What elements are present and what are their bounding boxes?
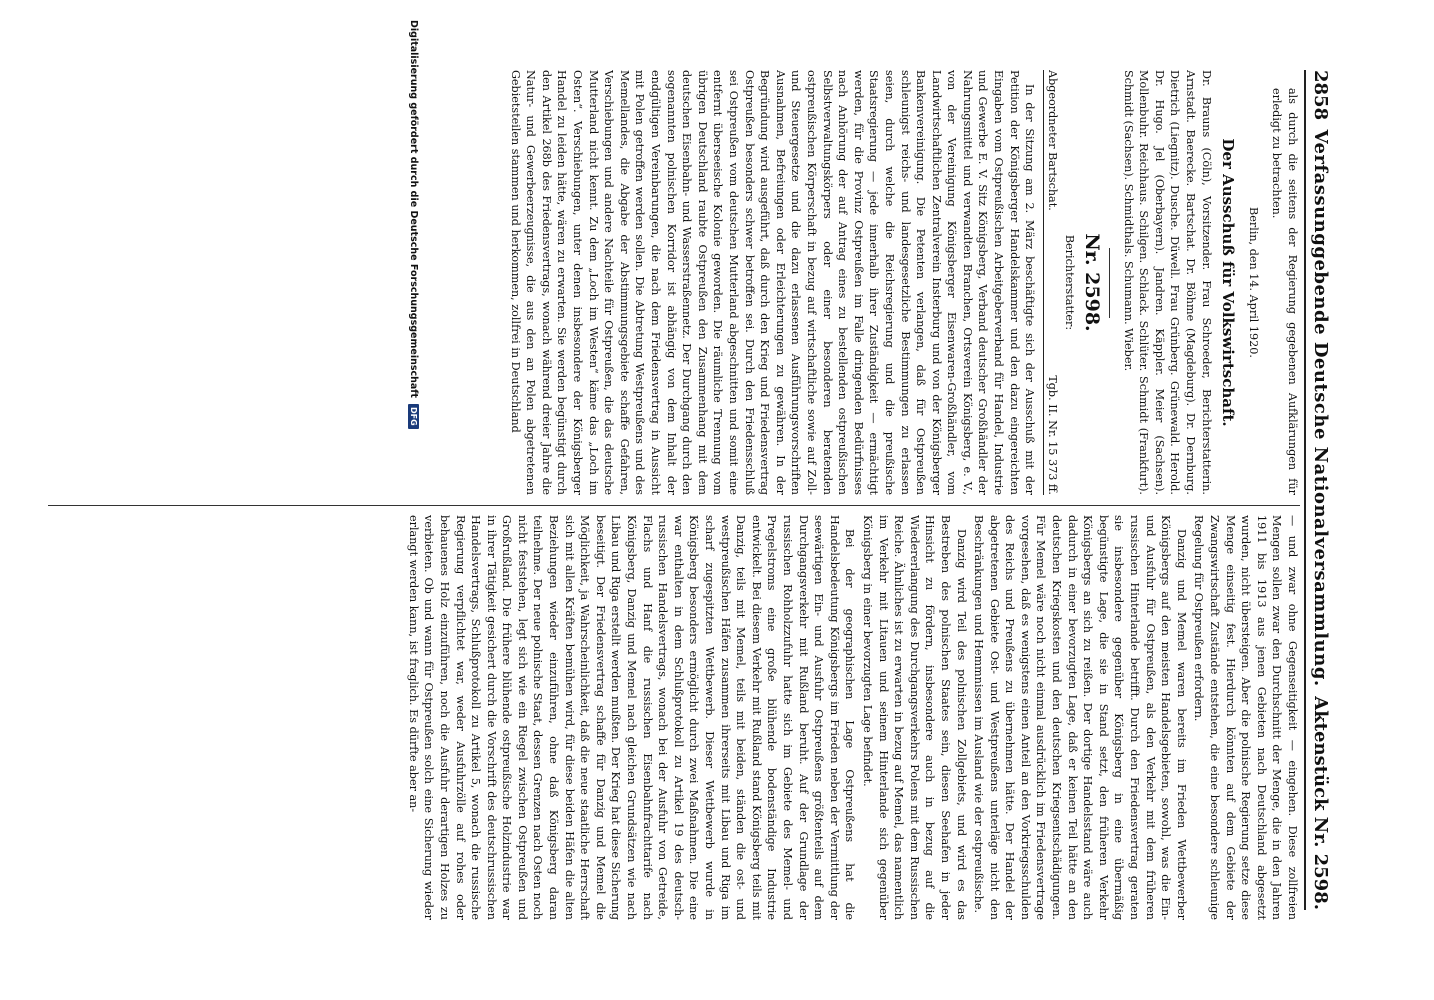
committee-title: Der Ausschuß für Volkswirtschaft. bbox=[1219, 138, 1238, 427]
dfg-logo: DFG bbox=[409, 404, 420, 429]
body-paragraph: Bei der geographischen Lage Ostpreußens hat die Handelsbedeutung Königsbergs im Frieden neben der Vermittlung der seewärtigen Ein- und Ausfuhr Ostpreußens größtenteils auf dem Durchgangsverkehr mit Rußland beruht. Auf der Grundlage der russischen Rohholzzufuhr hatte sich im Gebiete des Memel- und Pregelstroms eine große blühende bodenständige Industrie entwickelt. Bei diesem Verkehr mit Rußland stand Königsberg teils mit Danzig, teils mit Memel, teils mit beiden, ständen die ost- und westpreußischen Häfen zusammen ihrerseits mit Libau und Riga im scharf zugespitzten Wettbewerb. Dieser Wettbewerb wurde in Königsberg besonders ermöglicht durch zwei Maßnahmen. Die eine war enthalten in dem Schlußprotokoll zu Artikel 19 des deutsch-russischen Handelsvertrags, wonach bei der Ausfuhr von Getreide, Flachs und Hanf die russischen Eisenbahnfrachttarife nach Königsberg, Danzig und Memel nach gleichen Grundsätzen wie nach Libau und Riga erstellt werden mußten. Der Krieg hat diese Sicherung beseitigt. Der Friedensvertrag schaffe für Danzig und Memel die Möglichkeit, ja Wahrscheinlichkeit, daß die neue staatliche Herrschaft sich mit allen Kräften bemühen wird, für diese beiden Häfen die alten Beziehungen wieder einzuführen, ohne daß Königsberg daran teilnehme. Der neue polnische Staat, dessen Grenzen nach Osten noch nicht feststehen, legt sich wie ein Riegel zwischen Ostpreußen und Großrußland. Die frühere blühende ostpreußische Holzindustrie war in ihrer Tätigkeit gesichert durch die Vorschrift des deutschrussischen Handelsvertrags, Schlußprotokoll zu Artikel 5, wonach die russische Regierung verpflichtet war, weder Ausfuhrzölle auf rohes oder behauenes Holz einzuführen, noch die Ausfuhr derartigen Holzes zu verbieten. Ob und wann für Ostpreußen solch eine Sicherung wieder erlangt werden kann, ist fraglich. Es dürfte aber an- bbox=[406, 515, 857, 920]
signatories: Dr. Brauns (Cöln), Vorsitzender. Frau Schroeder, Berichterstatterin. Arnstadt. Baerecke. Bartschat. Dr. Böhme (Magdeburg). Dr. Dernburg. Dietrich (Liegnitz). Dusche. Düwell. Frau Grünberg. Grünewald. Herold. Dr. Hugo. Jel (Oberbayern). Jandren. Käppler. Meier (Sachsen). Mollenbuhr. Reichhaus. Schilgen. Schlack. Schlüter. Schmidt (Frankfurt). Schmidt (Sachsen). Schmidthals. Schumann. Wieber. bbox=[1121, 70, 1213, 495]
page-number: 2858 bbox=[1310, 70, 1331, 121]
section-divider bbox=[1109, 248, 1110, 318]
page-header bbox=[1304, 70, 1346, 910]
body-paragraph: Danzig wird Teil des polnischen Zollgebiets, und wird es das Bestreben des polnischen Staates sein, diesen Seehafen in jeder Hinsicht zu fördern, insbesondere auch in bezug auf die Wiedererlangung des Durchgangsverkehrs Polens mit dem Russischen Reiche. Ähnliches ist zu erwarten in bezug auf Memel, das namentlich im Verkehr mit Litauen und seinem Hinterlande sich gegenüber Königsberg in einer bevorzugten Lage befindet. bbox=[860, 515, 968, 920]
left-column bbox=[48, 70, 1300, 495]
date-line: Berlin, den 14. April 1920. bbox=[1246, 207, 1260, 358]
right-column bbox=[48, 515, 1300, 920]
document-reference: Aktenstück Nr. 2598. bbox=[1310, 696, 1331, 910]
column-divider bbox=[48, 505, 1300, 506]
reporter-row bbox=[1043, 70, 1060, 495]
reporter-label: Berichterstatter: bbox=[1063, 234, 1077, 331]
running-title: Verfassunggebende Deutsche Nationalversammlung. bbox=[1310, 129, 1331, 687]
document-number: Nr. 2598. bbox=[1081, 233, 1104, 332]
journal-reference: Tgb. II. Nr. 15 373 ff. bbox=[1045, 375, 1059, 495]
intro-text: als durch die seitens der Regierung gegebenen Aufklärungen für erledigt zu betrachten. bbox=[1270, 88, 1299, 495]
reporter-name: Abgeordneter Bartschat. bbox=[1045, 70, 1059, 211]
body-paragraph: — und zwar ohne Gegenseitigkeit — eingehen. Diese zollfreien Mengen sollen zwar den Durchschnitt der Menge, die in den Jahren 1911 bis 1913 aus jenen Gebieten nach Deutschland abgesetzt wurden, nicht übersteigen. Aber die polnische Regierung setze diese Menge einseitig fest. Hierdurch könnten auf dem Gebiete der Zwangswirtschaft Zustände entstehen, die eine besondere schleunige Regelung für Ostpreußen erfordern. bbox=[1192, 515, 1299, 920]
credit-text: Digitalisierung gefördert durch die Deutsche Forschungsgemeinschaft bbox=[408, 20, 420, 398]
body-paragraph: In der Sitzung am 2. März beschäftigte sich der Ausschuß mit der Petition der Königsberger Handelskammer und den dazu eingereichten Eingaben vom Ostpreußischen Arbeitgeberverband für Handel, Industrie und Gewerbe E. V. Sitz Königsberg, Verband deutscher Großhändler der Nahrungsmittel und verwandten Branchen, Ortsverein Königsberg, e. V., von der Vereinigung Königsberger Eisenwaren-Großhändler, vom Landwirtschaftlichen Zentralverein Insterburg und von der Königsberger Bankenvereinigung. Die Petenten verlangen, daß für Ostpreußen schleunigst reichs- und landesgesetzliche Bestimmungen zu erlassen seien, durch welche die Reichsregierung und die preußische Staatsregierung — jede innerhalb ihrer Zuständigkeit — ermächtigt werden, für die Provinz Ostpreußen im Falle dringenden Bedürfnisses nach Anhörung der auf Antrag eines zu bestellenden ostpreußischen Selbstverwaltungskörpers oder einer besonderen beratenden ostpreußischen Körperschaft in bezug auf wirtschaftliche sowie auf Zoll- und Steuergesetze und die dazu erlassenen Ausführungsvorschriften Ausnahmen, Befreiungen oder Erleichterungen zu gewähren. In der Begründung wird ausgeführt, daß durch den Krieg und Friedensvertrag Ostpreußen besonders schwer betroffen sei. Durch den Friedensschluß sei Ostpreußen vom deutschen Mutterland abgeschnitten und somit eine entfernt überseeische Kolonie geworden. Die räumliche Trennung vom übrigen Deutschland raubte Ostpreußen den Zusammenhang mit dem deutschen Eisenbahn- und Wasserstraßennetz. Der Durchgang durch den sogenannten polnischen Korridor ist abhängig von dem Inhalt der endgültigen Vereinbarungen, die nach dem Friedensvertrag in Aussicht mit Polen getroffen werden sollen. Die Abtretung Westpreußens und des Memellandes, die Abgabe der Abstimmungsgebiete schaffe Gefahren, Verschiebungen und andere Nachteile für Ostpreußen, die das deutsche Mutterland nicht kennt. Zu dem „Loch im Westen“ käme das „Loch im Osten“. Verschiebungen, unter denen insbesondere der Königsberger Handel zu leiden hätte, wären zu erwarten. Sie werden begünstigt durch den Artikel 268b des Friedensvertrags, wonach während dreier Jahre die Natur- und Gewerbeerzeugnisse, die aus den an Polen abgetretenen Gebietsteilen stammen und herkommen, zollfrei in Deutschland bbox=[508, 70, 1037, 495]
body-paragraph: Danzig und Memel waren bereits im Frieden Wettbewerber Königsbergs auf den meisten Handelsgebieten, sowohl, was die Ein- und Ausfuhr für Ostpreußen, als den Verkehr mit dem früheren russischen Hinterlande betrifft. Durch den Friedensvertrag geraten sie insbesondere gegenüber Königsberg in eine übermäßig begünstigte Lage, die sie in Stand setzt, den früheren Verkehr Königsbergs an sich zu reißen. Der dortige Handelsstand wäre auch dadurch in einer bevorzugten Lage, daß er keinen Teil hätte an den deutschen Kriegskosten und den deutschen Kriegsentschädigungen. Für Memel wäre noch nicht einmal ausdrücklich im Friedensvertrage vorgesehen, daß es wenigstens einen Anteil an den Vorkriegsschulden des Reichs und Preußens zu übernehmen hätte. Der Handel der abgetretenen Gebiete Ost- und Westpreußens unterläge nicht den Beschränkungen und Hemmnissen im Ausland wie der ostpreußische. bbox=[972, 515, 1188, 920]
digitization-credit bbox=[406, 20, 422, 1000]
